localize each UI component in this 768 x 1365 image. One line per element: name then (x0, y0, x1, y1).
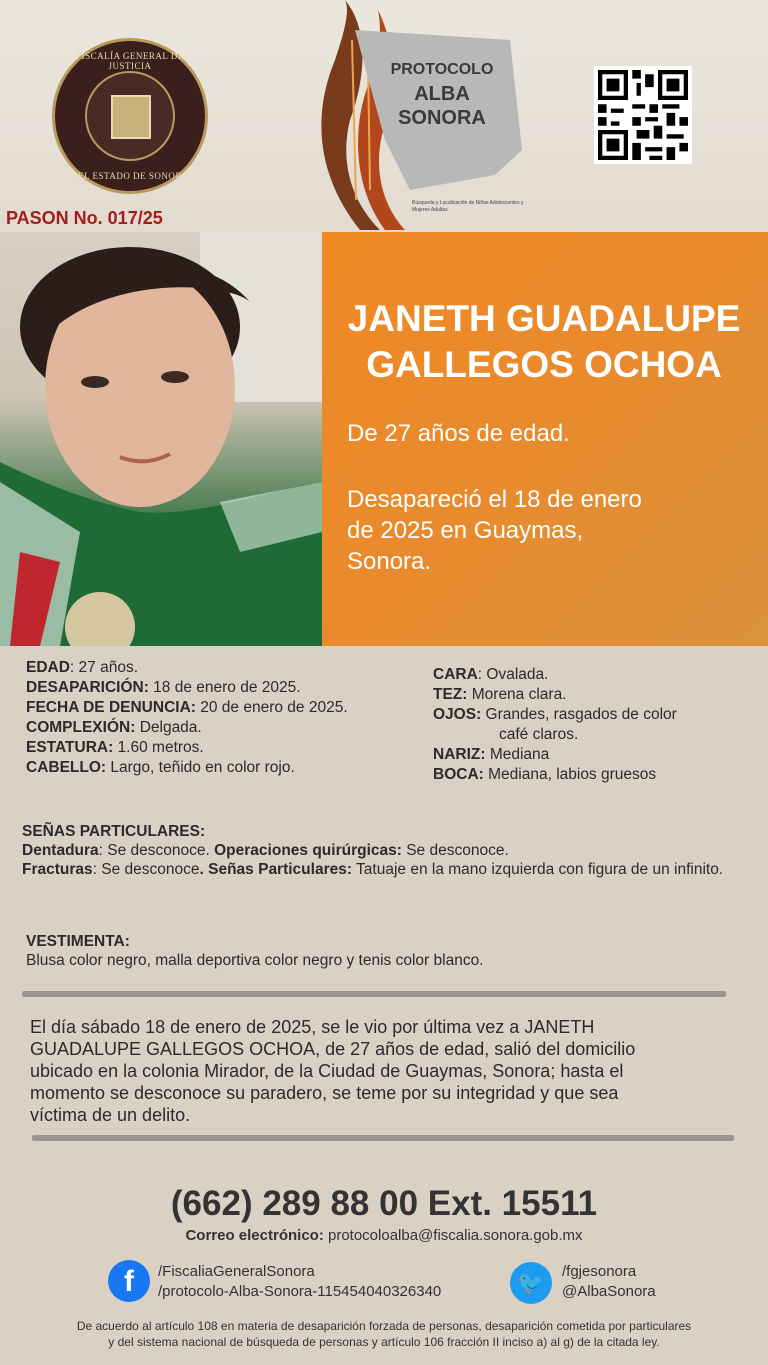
detail-nariz (433, 745, 753, 765)
detail-value: Grandes, rasgados de color (481, 706, 677, 723)
divider-bottom (32, 1135, 734, 1141)
detail-value: Delgada. (139, 719, 202, 736)
detail-value: Mediana, labios gruesos (483, 766, 657, 783)
detail-label: OJOS: (433, 706, 482, 723)
vestimenta-section (26, 932, 746, 970)
missing-line2: de 2025 en Guaymas, (347, 517, 584, 544)
fiscalia-seal-logo (52, 38, 208, 194)
detail-label: ESTATURA: (26, 739, 114, 756)
senas-label: . Señas Particulares: (199, 861, 353, 878)
legal-notice (10, 1318, 758, 1350)
seal-inner-ring (85, 71, 175, 161)
story-line: víctima de un delito. (30, 1105, 191, 1125)
alba-title-line3: SONORA (398, 107, 486, 129)
vestimenta-text: Blusa color negro, malla deportiva color negro y tenis color blanco. (26, 952, 484, 969)
twitter-link-1[interactable]: /fgjesonora (562, 1263, 637, 1280)
name-line2: GALLEGOS OCHOA (366, 344, 722, 385)
detail-label: COMPLEXIÓN: (26, 719, 136, 736)
senas-label: Fracturas (22, 861, 93, 878)
detail-label: CARA (433, 666, 478, 683)
alba-title-line2: ALBA (414, 83, 470, 105)
missing-line3: Sonora. (347, 548, 432, 575)
detail-estatura (26, 738, 426, 758)
alba-title (352, 58, 532, 130)
story-line: momento se desconoce su paradero, se teme por su integridad y que sea (30, 1083, 619, 1103)
detail-cabello (26, 758, 426, 778)
detail-label: EDAD (26, 659, 70, 676)
detail-value: Mediana (485, 746, 550, 763)
case-number: PASON No. 017/25 (6, 208, 163, 228)
detail-label: TEZ: (433, 686, 468, 703)
facebook-links[interactable] (158, 1262, 441, 1302)
alba-title-line1: PROTOCOLO (390, 61, 494, 78)
details-left (26, 658, 426, 778)
senas-value: Se desconoce. (401, 842, 509, 859)
detail-ojos (433, 705, 753, 745)
facebook-link-1[interactable]: /FiscaliaGeneralSonora (158, 1263, 315, 1280)
senas-value: Tatuaje en la mano izquierda con figura de un infinito. (352, 861, 724, 878)
age-text: De 27 años de edad. (347, 420, 570, 447)
detail-edad (26, 658, 426, 678)
detail-label: CABELLO: (26, 759, 107, 776)
senas-label: Operaciones quirúrgicas: (214, 842, 402, 859)
story-line: GUADALUPE GALLEGOS OCHOA, de 27 años de edad, salió del domicilio (30, 1039, 636, 1059)
facebook-link-2[interactable]: /protocolo-Alba-Sonora-115454040326340 (158, 1283, 442, 1300)
detail-value: : Ovalada. (477, 666, 549, 683)
detail-value-cont: café claros. (499, 726, 579, 743)
detail-label: FECHA DE DENUNCIA: (26, 699, 196, 716)
divider-top (22, 991, 726, 997)
email-address[interactable]: protocoloalba@fiscalia.sonora.gob.mx (323, 1227, 583, 1244)
missing-line1: Desapareció el 18 de enero (347, 486, 642, 513)
detail-value: 20 de enero de 2025. (200, 699, 348, 716)
detail-value: 1.60 metros. (117, 739, 204, 756)
detail-tez (433, 685, 753, 705)
legal-line: De acuerdo al artículo 108 en materia de desaparición forzada de personas, desaparición cometida por particulares (76, 1319, 692, 1333)
detail-sep: : (69, 659, 79, 676)
name-line1: JANETH GUADALUPE (347, 298, 741, 339)
senas-label: Dentadura (22, 842, 99, 859)
person-silhouette-icon (0, 232, 322, 646)
senas-section (22, 822, 762, 879)
senas-body (22, 841, 762, 879)
legal-line: y del sistema nacional de búsqueda de personas y artículo 106 fracción II inciso a) al g) de la citada ley. (108, 1335, 660, 1349)
senas-value: : Se desconoce. (98, 842, 215, 859)
detail-value: Morena clara. (467, 686, 567, 703)
detail-complexion (26, 718, 426, 738)
seal-bottom-text: DEL ESTADO DE SONORA (71, 171, 189, 181)
details-right (433, 665, 753, 785)
qr-pattern (598, 70, 688, 160)
detail-value: 27 años. (78, 659, 139, 676)
missing-text (347, 484, 757, 577)
detail-cara (433, 665, 753, 685)
detail-label: DESAPARICIÓN: (26, 679, 149, 696)
detail-label: NARIZ: (433, 746, 486, 763)
detail-value: Largo, teñido en color rojo. (110, 759, 295, 776)
detail-value: 18 de enero de 2025. (153, 679, 301, 696)
seal-top-text: FISCALÍA GENERAL DE JUSTICIA (76, 51, 184, 71)
qr-code-icon[interactable] (594, 66, 692, 164)
story-line: ubicado en la colonia Mirador, de la Ciudad de Guaymas, Sonora; hasta el (30, 1061, 624, 1081)
twitter-icon[interactable]: 🐦 (510, 1262, 552, 1304)
story-line: El día sábado 18 de enero de 2025, se le vio por última vez a JANETH (30, 1017, 595, 1037)
detail-boca (433, 765, 753, 785)
twitter-link-2[interactable]: @AlbaSonora (562, 1283, 656, 1300)
vestimenta-heading: VESTIMENTA: (26, 933, 130, 950)
senas-value: : Se desconoce (92, 861, 200, 878)
person-name (324, 296, 764, 388)
story-text (30, 1016, 730, 1126)
email-label: Correo electrónico: (185, 1227, 324, 1244)
facebook-icon[interactable]: f (108, 1260, 150, 1302)
crest-icon (111, 95, 151, 139)
alba-subtitle: Búsqueda y Localización de Niñas Adolescentes y Mujeres Adultas (412, 200, 524, 213)
contact-email[interactable] (0, 1227, 768, 1244)
senas-heading: SEÑAS PARTICULARES: (22, 823, 206, 840)
missing-person-photo (0, 232, 322, 646)
detail-label: BOCA: (433, 766, 484, 783)
detail-denuncia (26, 698, 426, 718)
contact-phone[interactable]: (662) 289 88 00 Ext. 15511 (170, 1184, 598, 1223)
twitter-links[interactable] (562, 1262, 656, 1302)
detail-desaparicion (26, 678, 426, 698)
